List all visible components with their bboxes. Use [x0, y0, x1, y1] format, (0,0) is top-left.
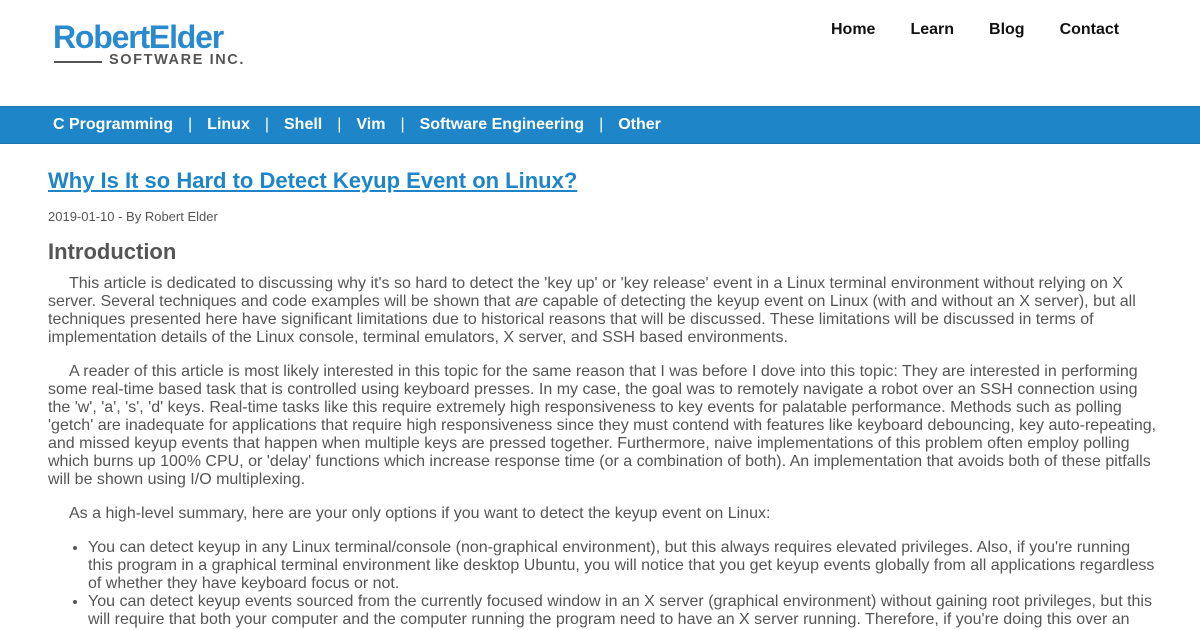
category-linux[interactable]: Linux — [207, 116, 250, 133]
logo-robert: Robert — [53, 19, 149, 55]
logo-elder: Elder — [148, 19, 223, 55]
category-separator: | — [188, 116, 193, 133]
nav-blog[interactable]: Blog — [989, 21, 1025, 38]
site-logo[interactable] — [53, 20, 258, 70]
options-list — [48, 539, 1158, 629]
top-nav — [831, 20, 1154, 40]
article — [48, 144, 1158, 629]
paragraph-1-part-a: This article is dedicated to discussing why it's so hard to detect the 'key up' or 'key release' event in a Linux terminal environment without relying on X server. Several techniques and code examples will be shown that — [48, 275, 1124, 310]
category-nav — [53, 115, 661, 135]
article-title[interactable]: Why Is It so Hard to Detect Keyup Event on Linux? — [48, 168, 578, 193]
category-c-programming[interactable]: C Programming — [53, 116, 174, 133]
nav-contact[interactable]: Contact — [1059, 21, 1120, 38]
section-heading: Introduction — [48, 239, 177, 264]
paragraph-1-emphasis: are — [514, 293, 539, 310]
paragraph-1 — [48, 275, 1158, 347]
category-vim[interactable]: Vim — [356, 116, 386, 133]
category-other[interactable]: Other — [618, 116, 661, 133]
site-header — [0, 0, 1200, 106]
logo-wordmark — [53, 20, 223, 54]
category-separator: | — [400, 116, 405, 133]
paragraph-3: As a high-level summary, here are your only options if you want to detect the keyup event on Linux: — [69, 505, 771, 522]
nav-learn[interactable]: Learn — [910, 21, 955, 38]
logo-rule — [54, 61, 102, 63]
category-separator: | — [599, 116, 604, 133]
category-shell[interactable]: Shell — [284, 116, 323, 133]
category-separator: | — [337, 116, 342, 133]
list-item: • You can detect keyup events sourced from the currently focused window in an X server (graphical environment) without gaining root privileges, but this will require that both your computer and the computer running the program need to have an X server running. Therefore, if you're doing this over an — [88, 593, 1158, 629]
category-software-engineering[interactable]: Software Engineering — [419, 116, 585, 133]
paragraph-2: A reader of this article is most likely interested in this topic for the same reason that I was before I dove into this topic: They are interested in performing some real-time based task that is controlled using keyboard presses. In my case, the goal was to remotely navigate a robot over an SSH connection using the 'w', 'a', 's', 'd' keys. Real-time tasks like this require extremely high responsiveness to key events for palatable performance. Methods such as polling 'getch' are inadequate for applications that require high responsiveness since they must contend with features like keyboard debouncing, key auto-repeating, and missed keyup events that happen when multiple keys are pressed together. Furthermore, naive implementations of this problem often employ polling which burns up 100% CPU, or 'delay' functions which increase response time (or a combination of both). An implementation that avoids both of these pitfalls will be shown using I/O multiplexing. — [48, 363, 1157, 488]
nav-home[interactable]: Home — [831, 21, 876, 38]
article-meta: 2019-01-10 - By Robert Elder — [48, 209, 218, 224]
paragraph-1-part-b: capable of detecting the keyup event on Linux (with and without an X server), but all techniques presented here have significant limitations due to historical reasons that will be discussed. These limitations will be discussed in terms of implementation details of the Linux console, terminal emulators, X server, and SSH based environments. — [48, 293, 1136, 346]
category-bar — [0, 106, 1200, 144]
list-item: • You can detect keyup in any Linux terminal/console (non-graphical environment), but this always requires elevated privileges. Also, if you're running this program in a graphical terminal environment like desktop Ubuntu, you will notice that you get keyup events globally from all applications regardless of whether they have keyboard focus or not. — [88, 539, 1158, 593]
logo-subtitle: SOFTWARE INC. — [109, 52, 245, 68]
category-separator: | — [264, 116, 269, 133]
